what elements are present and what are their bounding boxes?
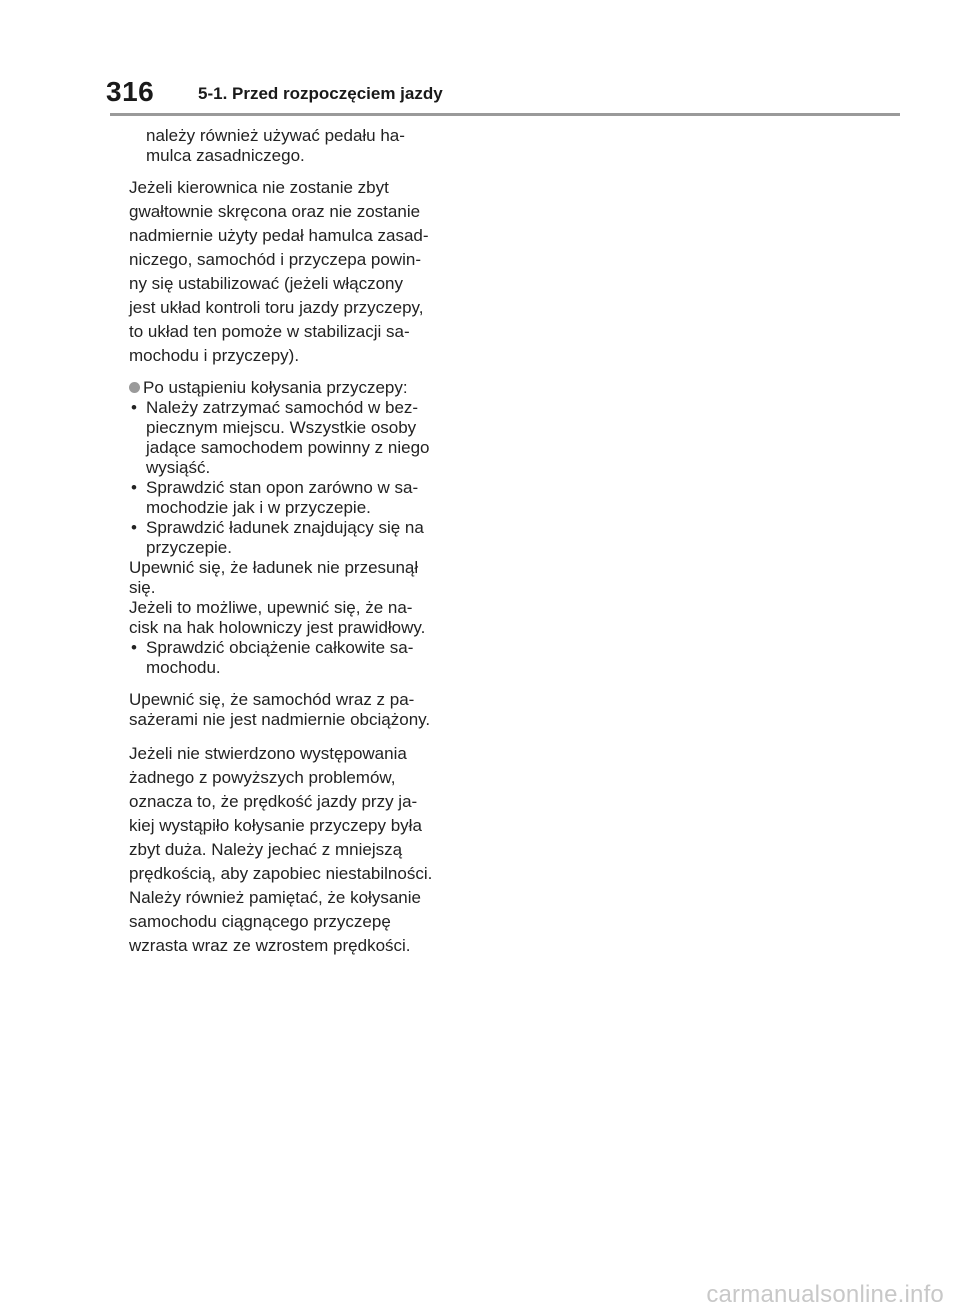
text-line: gwałtownie skręcona oraz nie zostanie bbox=[129, 202, 421, 221]
circle-heading bbox=[129, 378, 469, 398]
bullet-icon: • bbox=[131, 518, 137, 537]
text-line: oznacza to, że prędkość jazdy przy ja- bbox=[129, 792, 418, 811]
body-text bbox=[129, 126, 469, 958]
text-line: jadące samochodem powinny z niego bbox=[146, 438, 430, 457]
after-sway-section bbox=[129, 378, 469, 678]
text-line: jest układ kontroli toru jazdy przyczepy, bbox=[129, 298, 424, 317]
text-line: mochodu i przyczepy). bbox=[129, 346, 300, 365]
text-line: samochodu ciągnącego przyczepę bbox=[129, 912, 391, 931]
circle-heading-text: Po ustąpieniu kołysania przyczepy: bbox=[143, 378, 408, 397]
text-line: Należy również pamiętać, że kołysanie bbox=[129, 888, 421, 907]
text-line: wysiąść. bbox=[146, 458, 211, 477]
paragraph-speed bbox=[129, 742, 469, 958]
list-item: • Sprawdzić ładunek znajdujący się na bbox=[131, 518, 424, 537]
text-line: sażerami nie jest nadmiernie obciążony. bbox=[129, 710, 431, 729]
text-line: to układ ten pomoże w stabilizacji sa- bbox=[129, 322, 410, 341]
text-line: nadmiernie użyty pedał hamulca zasad- bbox=[129, 226, 429, 245]
text-line: mochodzie jak i w przyczepie. bbox=[146, 498, 371, 517]
header-divider bbox=[110, 113, 900, 116]
text-line: przyczepie. bbox=[146, 538, 232, 557]
circle-bullet-icon bbox=[129, 382, 140, 393]
text-line: Upewnić się, że ładunek nie przesunął bbox=[129, 558, 419, 577]
text-line: wzrasta wraz ze wzrostem prędkości. bbox=[129, 936, 411, 955]
text-line: żadnego z powyższych problemów, bbox=[129, 768, 396, 787]
list-item: • Sprawdzić obciążenie całkowite sa- bbox=[131, 638, 414, 657]
text-line: kiej wystąpiło kołysanie przyczepy była bbox=[129, 816, 422, 835]
page-header bbox=[0, 0, 960, 120]
section-title: 5-1. Przed rozpoczęciem jazdy bbox=[198, 84, 443, 103]
text-line: mulca zasadniczego. bbox=[146, 146, 305, 165]
list-item: • Sprawdzić stan opon zarówno w sa- bbox=[131, 478, 419, 497]
text-line: Jeżeli kierownica nie zostanie zbyt bbox=[129, 178, 389, 197]
watermark: carmanualsonline.info bbox=[706, 1281, 944, 1308]
page-number: 316 bbox=[106, 76, 155, 107]
paragraph-stabilization bbox=[129, 176, 469, 368]
bullet-icon: • bbox=[131, 398, 137, 417]
list-item: • Należy zatrzymać samochód w bez- bbox=[131, 398, 419, 417]
text-line: Jeżeli to możliwe, upewnić się, że na- bbox=[129, 598, 413, 617]
text-line: Jeżeli nie stwierdzono występowania bbox=[129, 744, 407, 763]
continued-bullet-text bbox=[129, 126, 469, 166]
text-line: cisk na hak holowniczy jest prawidłowy. bbox=[129, 618, 426, 637]
text-line: ny się ustabilizować (jeżeli włączony bbox=[129, 274, 404, 293]
text-line: mochodu. bbox=[146, 658, 221, 677]
text-line: Upewnić się, że samochód wraz z pa- bbox=[129, 690, 415, 709]
text-line: piecznym miejscu. Wszystkie osoby bbox=[146, 418, 417, 437]
text-line: się. bbox=[129, 578, 156, 597]
bullet-icon: • bbox=[131, 478, 137, 497]
text-line: zbyt duża. Należy jechać z mniejszą bbox=[129, 840, 403, 859]
text-line: należy również używać pedału ha- bbox=[146, 126, 405, 145]
text-line: prędkością, aby zapobiec niestabilności. bbox=[129, 864, 433, 883]
paragraph-load bbox=[129, 690, 469, 730]
bullet-icon: • bbox=[131, 638, 137, 657]
text-line: niczego, samochód i przyczepa powin- bbox=[129, 250, 421, 269]
